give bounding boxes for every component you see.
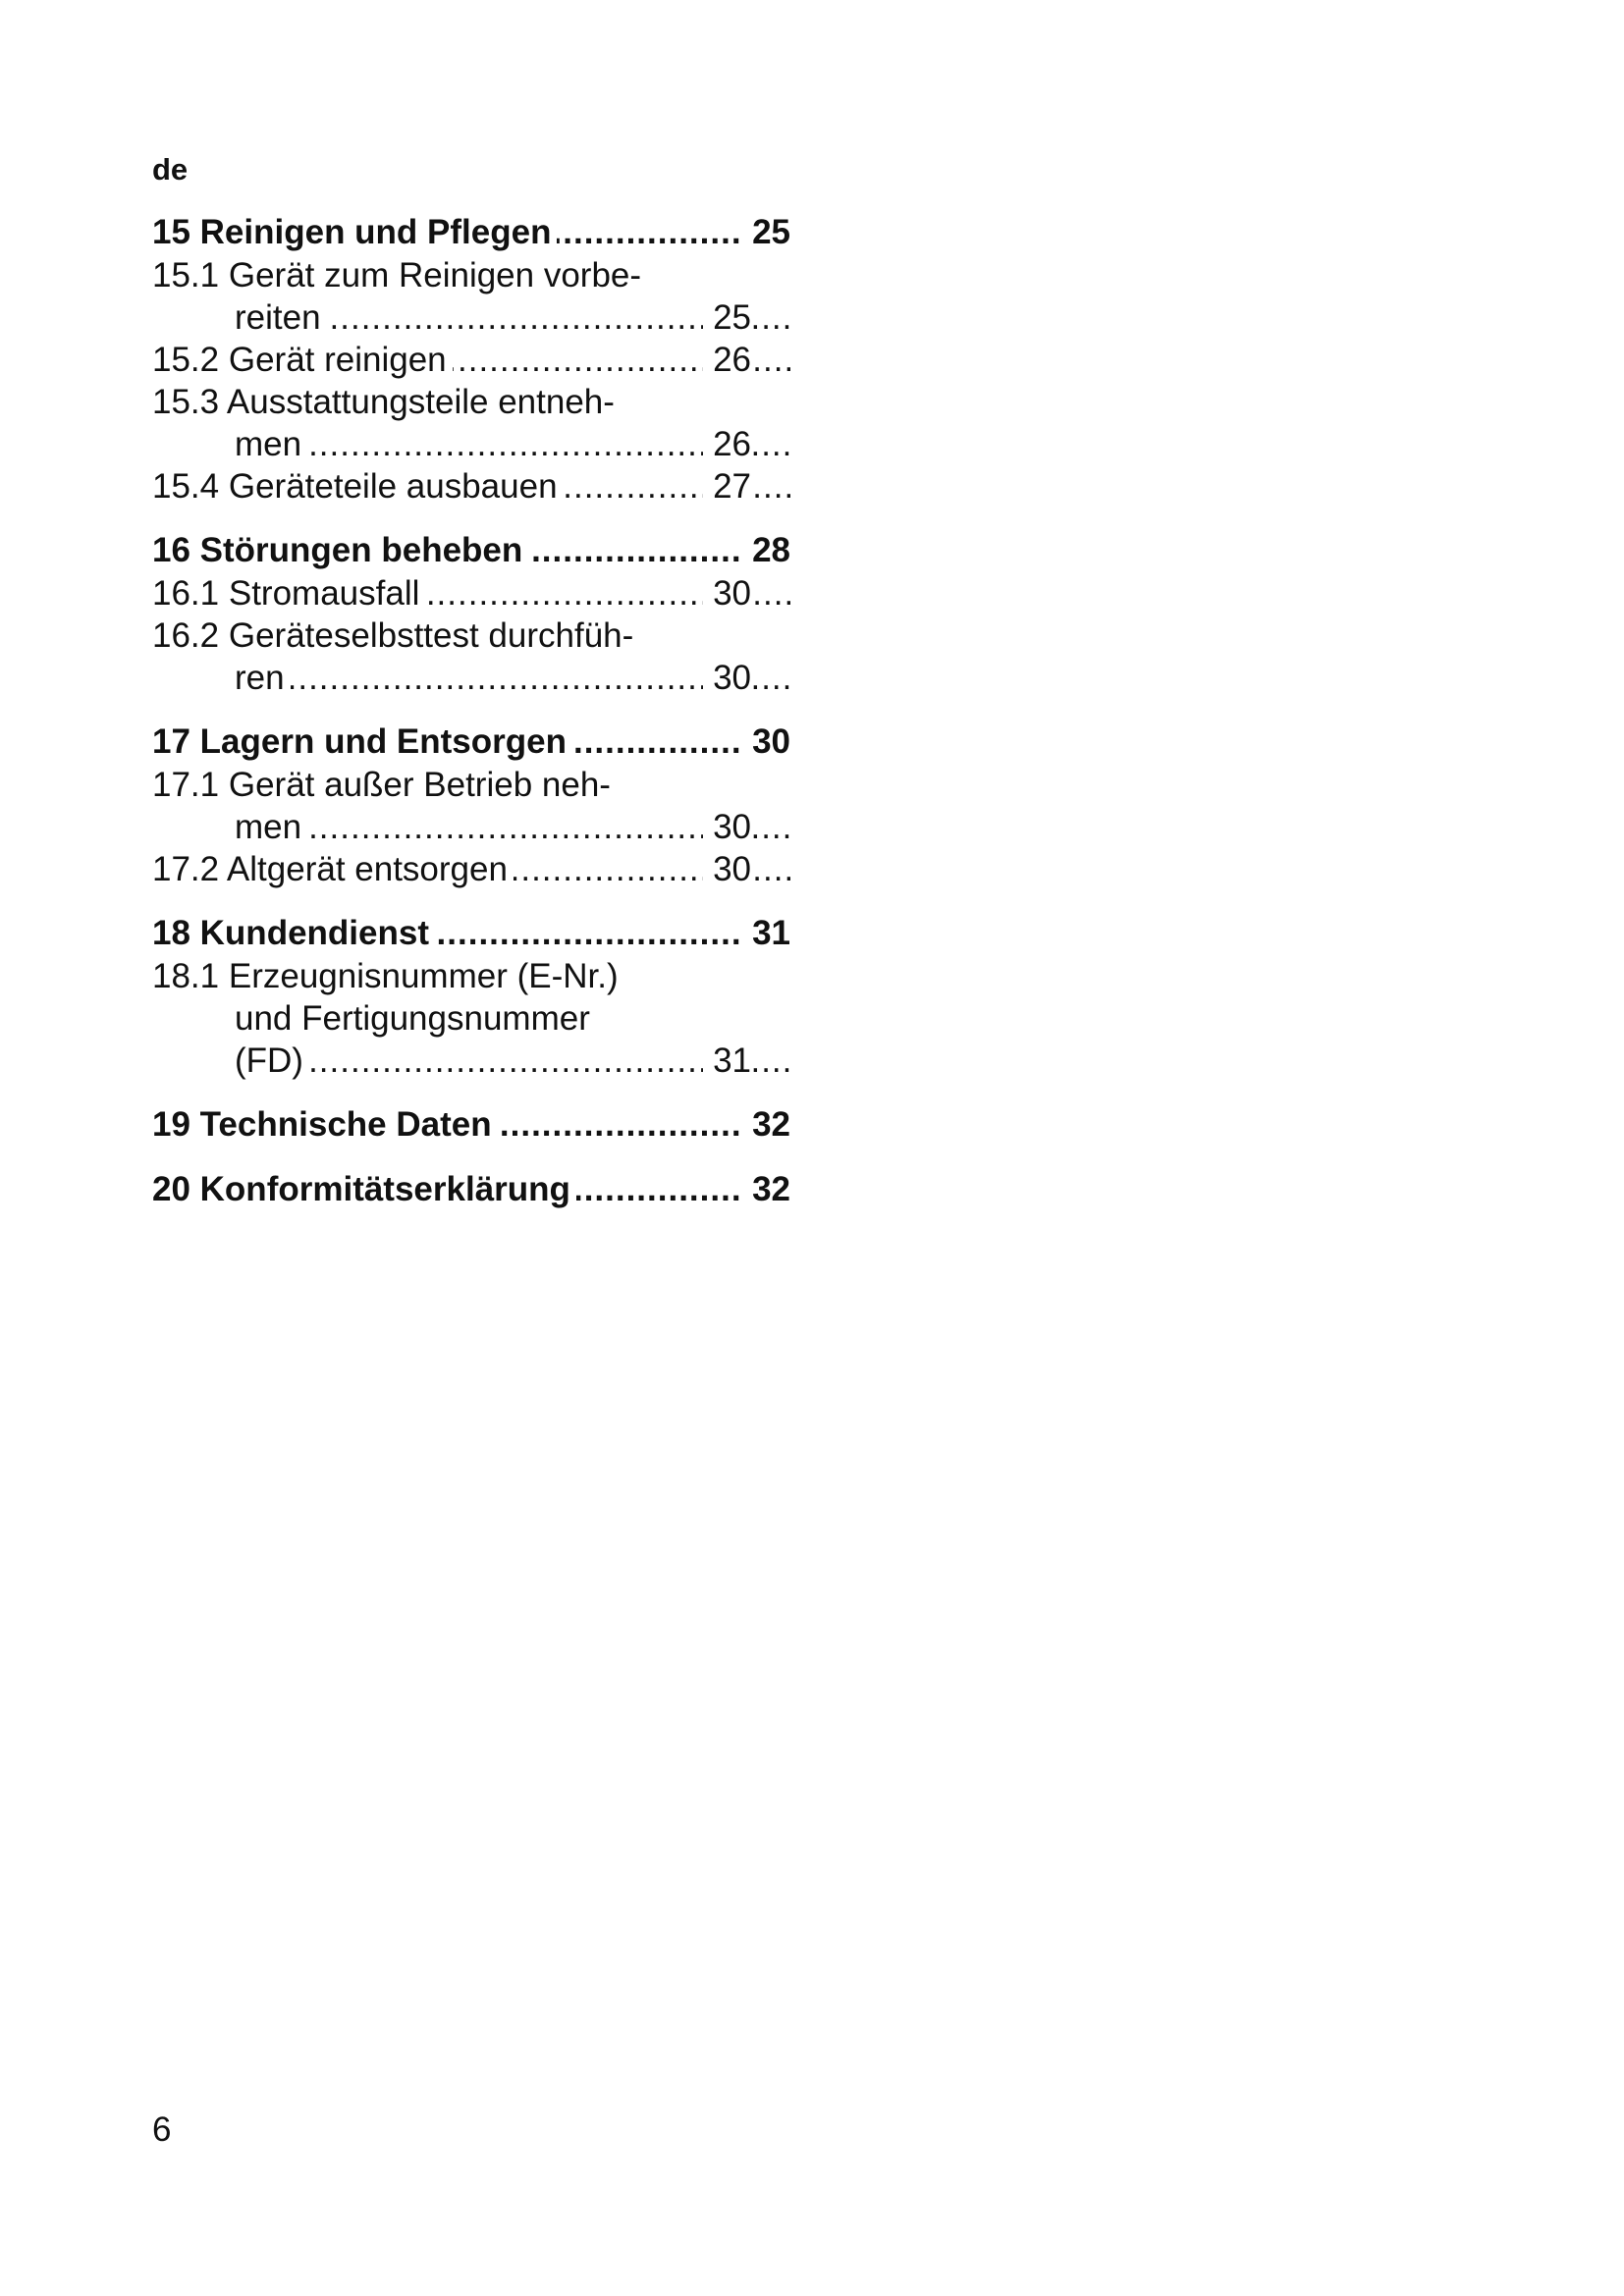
toc-chapter-page: 32 — [742, 1168, 790, 1211]
toc-sub-number: 18.1 — [152, 957, 220, 995]
toc-subentry[interactable] — [152, 614, 790, 699]
toc-chapter-title: 19 Technische Daten — [152, 1105, 498, 1144]
toc-chapter-title: 15 Reinigen und Pflegen — [152, 213, 557, 251]
toc-sub-number: 17.1 — [152, 766, 220, 804]
toc-chapter — [152, 529, 790, 699]
toc-chapter-page: 28 — [742, 529, 790, 572]
toc-chapter-title: 17 Lagern und Entsorgen — [152, 722, 572, 761]
toc-sub-number: 15.1 — [152, 256, 220, 294]
toc-chapter-heading[interactable] — [152, 1103, 790, 1147]
toc-chapter-heading[interactable] — [152, 529, 790, 572]
toc-chapter-page: 31 — [742, 912, 790, 955]
toc-sub-page: 26 — [703, 423, 751, 465]
toc-sub-text: Gerät reinigen — [228, 341, 447, 379]
toc-sub-number: 17.2 — [152, 850, 220, 888]
table-of-contents — [152, 211, 790, 1233]
toc-chapter-heading[interactable] — [152, 721, 790, 764]
toc-subentry[interactable] — [152, 848, 790, 890]
toc-chapter-title: 18 Kundendienst — [152, 914, 435, 952]
toc-sub-page: 30 — [703, 657, 751, 699]
toc-subentry[interactable] — [152, 254, 790, 339]
toc-chapter-heading[interactable] — [152, 1168, 790, 1211]
toc-sub-number: 15.3 — [152, 383, 220, 421]
toc-sub-text: Gerät außer Betrieb neh- — [228, 766, 611, 804]
toc-chapter-title: 16 Störungen beheben — [152, 531, 528, 569]
toc-sub-text-last: reiten — [235, 298, 327, 337]
toc-sub-text: Gerät zum Reinigen vorbe- — [228, 256, 642, 294]
toc-sub-page: 31 — [703, 1040, 751, 1082]
toc-chapter-page: 25 — [742, 211, 790, 254]
toc-sub-text-last: (FD) — [235, 1041, 309, 1080]
toc-sub-page: 26 — [703, 339, 751, 381]
toc-subentry[interactable] — [152, 764, 790, 848]
toc-chapter — [152, 1168, 790, 1211]
toc-sub-number: 15.2 — [152, 341, 220, 379]
toc-subentry[interactable] — [152, 381, 790, 465]
toc-sub-page: 25 — [703, 296, 751, 339]
toc-sub-text-last: men — [235, 425, 307, 463]
toc-sub-text: Erzeugnisnummer (E-Nr.) — [228, 957, 619, 995]
toc-chapter-page: 32 — [742, 1103, 790, 1147]
toc-sub-number: 16.2 — [152, 616, 220, 655]
toc-chapter-heading[interactable] — [152, 912, 790, 955]
toc-subentry[interactable] — [152, 339, 790, 381]
toc-chapter-title: 20 Konformitätserklärung — [152, 1170, 576, 1208]
toc-sub-page: 27 — [703, 465, 751, 507]
toc-chapter — [152, 211, 790, 507]
toc-chapter — [152, 912, 790, 1082]
page-number: 6 — [152, 2110, 172, 2149]
toc-chapter-page: 30 — [742, 721, 790, 764]
toc-chapter — [152, 1103, 790, 1147]
toc-subentry[interactable] — [152, 572, 790, 614]
toc-sub-text: Altgerät entsorgen — [226, 850, 508, 888]
toc-sub-page: 30 — [703, 848, 751, 890]
toc-sub-text: Ausstattungsteile entneh- — [226, 383, 615, 421]
toc-sub-number: 15.4 — [152, 467, 220, 506]
toc-sub-text: Geräteteile ausbauen — [228, 467, 558, 506]
toc-sub-text: Stromausfall — [228, 574, 420, 613]
toc-chapter — [152, 721, 790, 890]
language-tag: de — [152, 152, 189, 187]
toc-sub-number: 16.1 — [152, 574, 220, 613]
toc-sub-text: Geräteselbsttest durchfüh- — [228, 616, 634, 655]
toc-sub-text-cont: und Fertigungsnummer — [235, 999, 590, 1038]
toc-subentry[interactable] — [152, 955, 790, 1082]
toc-subentry[interactable] — [152, 465, 790, 507]
toc-sub-page: 30 — [703, 806, 751, 848]
toc-sub-text-last: ren — [235, 659, 291, 697]
toc-sub-text-last: men — [235, 808, 307, 846]
toc-chapter-heading[interactable] — [152, 211, 790, 254]
toc-sub-page: 30 — [703, 572, 751, 614]
